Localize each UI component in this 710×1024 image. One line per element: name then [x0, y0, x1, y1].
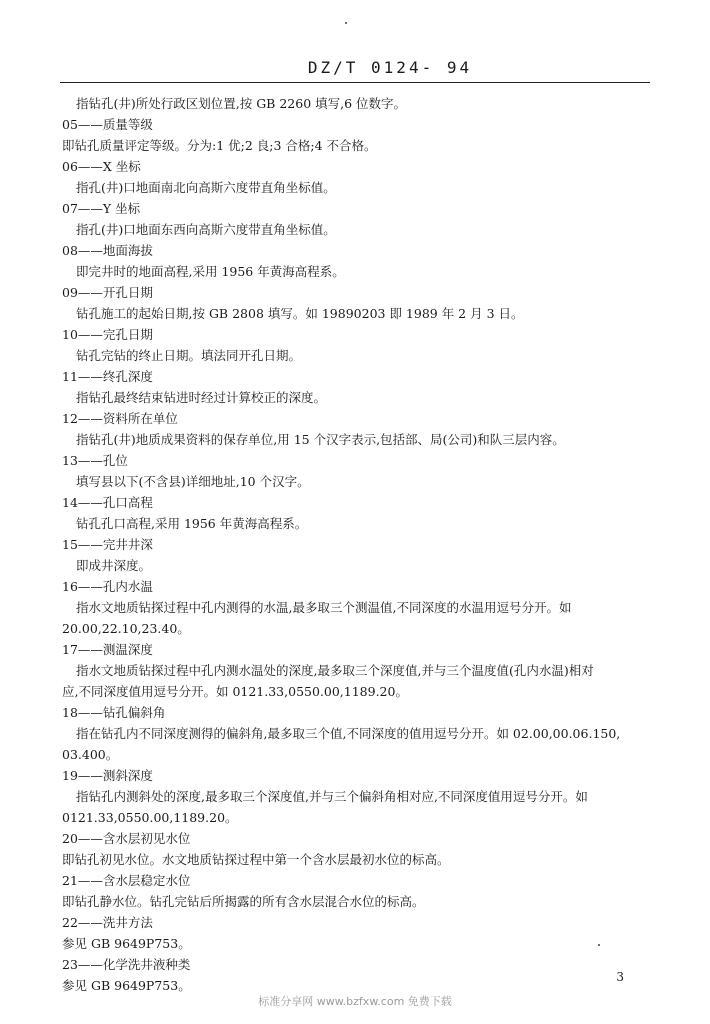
page-number: 3 — [616, 970, 624, 984]
body-line: 参见 GB 9649P753。 — [62, 978, 191, 993]
field-heading: 05——质量等级 — [62, 117, 153, 132]
field-heading: 09——开孔日期 — [62, 285, 153, 300]
field-heading: 06——X 坐标 — [62, 159, 141, 174]
field-heading: 13——孔位 — [62, 453, 128, 468]
body-line: 应,不同深度值用逗号分开。如 0121.33,0550.00,1189.20。 — [62, 684, 408, 699]
body-line: 指钻孔最终结束钻进时经过计算校正的深度。 — [76, 390, 327, 405]
field-heading: 19——测斜深度 — [62, 768, 153, 783]
field-heading: 23——化学洗井液种类 — [62, 957, 191, 972]
field-heading: 11——终孔深度 — [62, 369, 153, 384]
body-line: 指钻孔(井)所处行政区划位置,按 GB 2260 填写,6 位数字。 — [76, 96, 407, 111]
body-line: 指水文地质钻探过程中孔内测得的水温,最多取三个测温值,不同深度的水温用逗号分开。如 — [76, 600, 572, 615]
field-heading: 20——含水层初见水位 — [62, 831, 191, 846]
body-line: 指水文地质钻探过程中孔内测水温处的深度,最多取三个深度值,并与三个温度值(孔内水温)相对 — [76, 663, 594, 678]
body-line: 即钻孔初见水位。水文地质钻探过程中第一个含水层最初水位的标高。 — [62, 852, 450, 867]
field-heading: 08——地面海拔 — [62, 243, 153, 258]
body-line: 即成井深度。 — [76, 558, 152, 573]
body-line: 填写县以下(不含县)详细地址,10 个汉字。 — [76, 474, 310, 489]
body-line: 钻孔完钻的终止日期。填法同开孔日期。 — [76, 348, 302, 363]
field-heading: 12——资料所在单位 — [62, 411, 178, 426]
body-line: 即钻孔质量评定等级。分为:1 优;2 良;3 合格;4 不合格。 — [62, 138, 377, 153]
field-heading: 21——含水层稳定水位 — [62, 873, 191, 888]
field-heading: 07——Y 坐标 — [62, 201, 141, 216]
body-line: 参见 GB 9649P753。 — [62, 936, 191, 951]
standard-code-header: DZ/T 0124- 94 — [307, 58, 473, 77]
body-line: 指孔(井)口地面东西向高斯六度带直角坐标值。 — [76, 222, 336, 237]
body-line: 指孔(井)口地面南北向高斯六度带直角坐标值。 — [76, 180, 336, 195]
field-heading: 22——洗井方法 — [62, 915, 153, 930]
body-line: 指在钻孔内不同深度测得的偏斜角,最多取三个值,不同深度的值用逗号分开。如 02.00,00.06.150, — [76, 726, 621, 741]
body-line: 钻孔施工的起始日期,按 GB 2808 填写。如 19890203 即 1989 年 2 月 3 日。 — [76, 306, 524, 321]
body-line: 指钻孔内测斜处的深度,最多取三个深度值,并与三个偏斜角相对应,不同深度值用逗号分开。如 — [76, 789, 588, 804]
field-heading: 10——完孔日期 — [62, 327, 153, 342]
body-line: 钻孔孔口高程,采用 1956 年黄海高程系。 — [76, 516, 308, 531]
field-heading: 16——孔内水温 — [62, 579, 153, 594]
body-line: 即钻孔静水位。钻孔完钻后所揭露的所有含水层混合水位的标高。 — [62, 894, 425, 909]
scan-speck — [345, 22, 347, 24]
body-line: 20.00,22.10,23.40。 — [62, 621, 190, 636]
body-line: 即完井时的地面高程,采用 1956 年黄海高程系。 — [76, 264, 345, 279]
field-heading: 14——孔口高程 — [62, 495, 153, 510]
watermark: 标准分享网 www.bzfxw.com 免费下载 — [258, 995, 452, 1008]
body-line: 0121.33,0550.00,1189.20。 — [62, 810, 238, 825]
field-heading: 15——完井井深 — [62, 537, 153, 552]
field-heading: 17——测温深度 — [62, 642, 153, 657]
body-line: 指钻孔(井)地质成果资料的保存单位,用 15 个汉字表示,包括部、局(公司)和队三层内容。 — [76, 432, 565, 447]
body-line: 03.400。 — [62, 747, 119, 762]
field-heading: 18——钻孔偏斜角 — [62, 705, 166, 720]
header-rule — [60, 82, 650, 83]
